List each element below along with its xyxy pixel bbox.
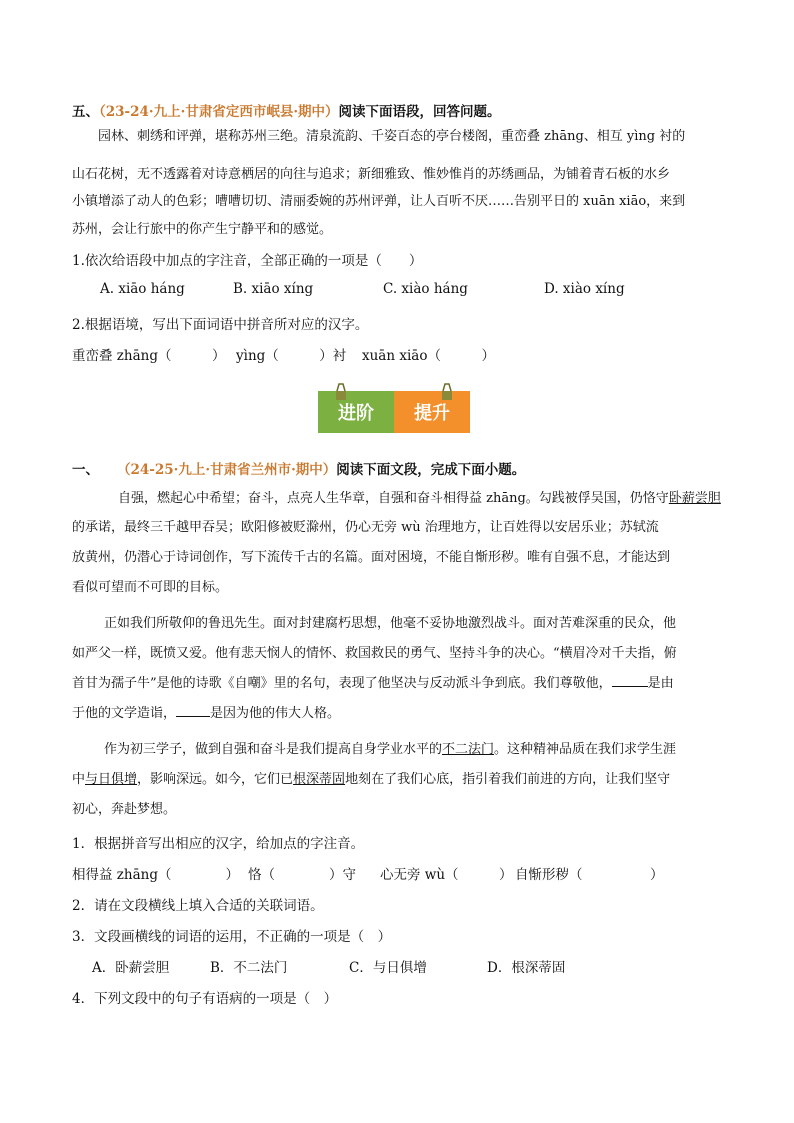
- section-number: 一、: [72, 462, 99, 478]
- section-1-heading: [72, 458, 525, 478]
- passage-line: 放黄州，仍潜心于诗词创作，写下流传千古的名篇。面对困境，不能自惭形秽。唯有自强不息，才能达到: [72, 550, 671, 565]
- source-tag: （23-24·九上·甘肃省定西市岷县·期中）: [99, 104, 339, 120]
- fill-item: yìng（ ）衬: [236, 348, 347, 364]
- underlined-word: 不二法门: [442, 742, 495, 757]
- question-1: 1.依次给语段中加点的字注音，全部正确的一项是（ ）: [72, 253, 423, 269]
- fill-item: 恪（ ）守: [248, 867, 356, 883]
- underlined-word: 与日俱增: [85, 772, 138, 787]
- section-instruction: 阅读下面语段，回答问题。: [338, 104, 501, 120]
- passage-text: 首甘为孺子牛”是他的诗歌《自嘲》里的名句，表现了他坚决与反动派斗争到底。我们尊敬他，: [72, 676, 612, 691]
- passage-line: 的承诺，最终三千越甲吞吴；欧阳修被贬滁州，仍心无旁 wù 治理地方，让百姓得以安居乐业；苏轼流: [72, 520, 659, 535]
- binder-clip-icon: [334, 383, 348, 401]
- question-2: 2.根据语境，写出下面词语中拼音所对应的汉字。: [72, 317, 369, 333]
- underlined-word: 卧薪尝胆: [668, 491, 721, 506]
- fill-item: 重峦叠 zhāng（ ）: [72, 348, 226, 364]
- passage-text: 地刻在了我们心底，指引着我们前进的方向，让我们坚守: [345, 772, 671, 787]
- section-instruction: 阅读下面文段，完成下面小题。: [336, 462, 526, 478]
- underlined-word: 根深蒂固: [293, 772, 346, 787]
- option-c: C．与日俱增: [349, 960, 427, 976]
- passage-text: 是因为他的伟大人格。: [210, 706, 341, 721]
- question-1: 1．根据拼音写出相应的汉字，给加点的字注音。: [72, 836, 365, 852]
- passage-text: 作为初三学子，做到自强和奋斗是我们提高自身学业水平的: [104, 742, 443, 757]
- option-a: A. xiāo háng: [100, 281, 185, 297]
- passage-text: 中: [72, 772, 86, 787]
- passage-line: 山石花树，无不透露着对诗意栖居的向往与追求；新细雅致、惟妙惟肖的苏绣画品，为铺着青石板的水乡: [72, 167, 671, 182]
- passage-line: 园林、刺绣和评弹，堪称苏州三绝。清泉流韵、千姿百态的亭台楼阁，重峦叠 zhāng、相互 yìng 衬的: [98, 129, 686, 144]
- section-5-heading: [72, 100, 501, 120]
- passage-line: [72, 672, 674, 691]
- option-a: A．卧薪尝胆: [92, 960, 170, 976]
- option-d: D．根深蒂固: [487, 960, 566, 976]
- option-b: B. xiāo xíng: [233, 281, 314, 297]
- answer-blank[interactable]: [176, 704, 210, 717]
- passage-line: 小镇增添了动人的色彩；嘈嘈切切、清丽委婉的苏州评弹，让人百听不厌……告别平日的 xuān xiāo，来到: [72, 194, 686, 209]
- source-tag: （24-25·九上·甘肃省兰州市·期中）: [117, 462, 337, 478]
- option-d: D. xiào xíng: [544, 281, 625, 297]
- fill-item: 心无旁 wù（ ）: [380, 867, 513, 883]
- fill-item: 相得益 zhāng（ ）: [72, 867, 239, 883]
- binder-clip-icon: [440, 383, 454, 401]
- question-4: 4．下列文段中的句子有语病的一项是（ ）: [72, 991, 338, 1007]
- passage-line: [72, 768, 670, 787]
- passage-text: 。这种精神品质在我们求学生涯: [494, 742, 677, 757]
- passage-line: [104, 738, 676, 757]
- passage-line: [72, 702, 340, 721]
- option-b: B．不二法门: [210, 960, 288, 976]
- fill-item: 自惭形秽（ ）: [515, 867, 664, 883]
- banner-right-text: 提升: [414, 403, 450, 424]
- passage-text: 于他的文学造诣，: [72, 706, 177, 721]
- question-3: 3．文段画横线的词语的运用，不正确的一项是（ ）: [72, 929, 392, 945]
- passage-text: 自强，燃起心中希望；奋斗，点亮人生华章，自强和奋斗相得益 zhāng。勾践被俘吴国，仍恪守: [118, 491, 669, 506]
- passage-line: 苏州，会让行旅中的你产生宁静平和的感觉。: [72, 222, 333, 237]
- section-banner: [318, 383, 470, 435]
- answer-blank[interactable]: [612, 674, 648, 687]
- option-c: C. xiào háng: [383, 281, 468, 297]
- passage-line: [118, 487, 721, 506]
- fill-item: xuān xiāo（ ）: [362, 348, 495, 364]
- section-number: 五、: [72, 104, 99, 120]
- passage-text: 是由: [647, 676, 674, 691]
- passage-text: ，影响深远。如今，它们已: [137, 772, 294, 787]
- banner-left-text: 进阶: [338, 403, 374, 424]
- question-2: 2．请在文段横线上填入合适的关联词语。: [72, 898, 324, 914]
- passage-line: 如严父一样，既愤又爱。他有悲天悯人的情怀、救国救民的勇气、坚持斗争的决心。“横眉冷对千夫指，俯: [72, 646, 677, 661]
- passage-line: 看似可望而不可即的目标。: [72, 580, 229, 595]
- passage-line: 初心，奔赴梦想。: [72, 802, 177, 817]
- passage-line: 正如我们所敬仰的鲁迅先生。面对封建腐朽思想，他毫不妥协地激烈战斗。面对苦难深重的民众，他: [104, 616, 677, 631]
